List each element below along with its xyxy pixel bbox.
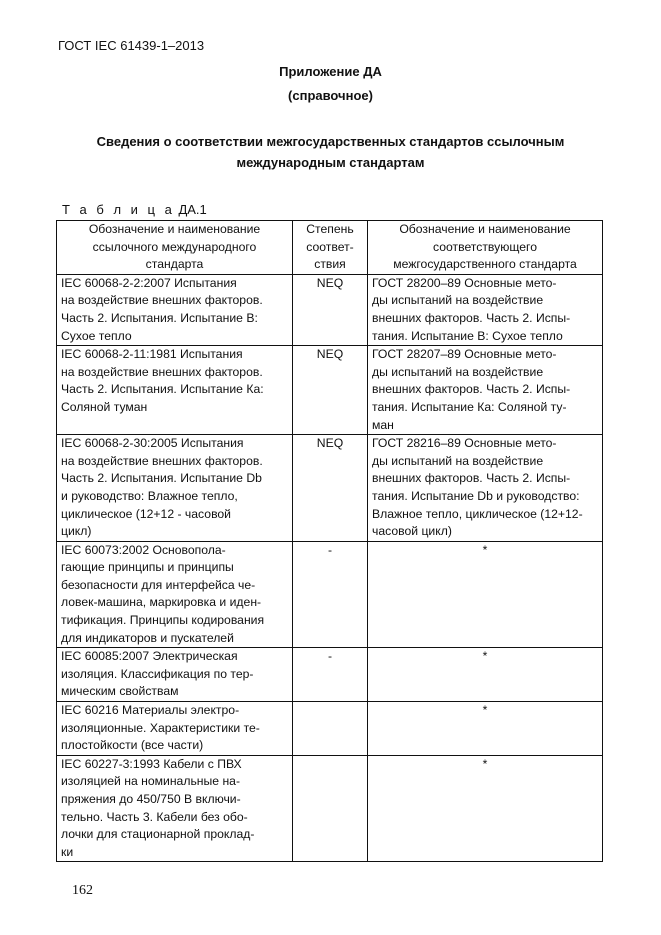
correspondence-table	[56, 220, 603, 862]
table-row	[57, 274, 603, 345]
table-label	[62, 202, 207, 217]
cell-interstate-standard: ГОСТ 28216–89 Основные мето- ды испытаний на воздействие внешних факторов. Часть 2. Испы- тания. Испытание Db и руководство: Влажное тепло, циклическое (12+12- часовой цикл)	[368, 435, 603, 542]
cell-interstate-standard: *	[368, 541, 603, 648]
cell-interstate-standard: *	[368, 648, 603, 702]
cell-international-standard: IEC 60068-2-11:1981 Испытания на воздействие внешних факторов. Часть 2. Испытания. Испытание Ка: Соляной туман	[57, 346, 293, 435]
table-row	[57, 755, 603, 862]
appendix-heading	[0, 131, 661, 173]
header-degree-of-conformity: Степень соответ- ствия	[293, 221, 368, 275]
cell-interstate-standard: *	[368, 755, 603, 862]
table-label-number: ДА.1	[178, 202, 207, 217]
table-row	[57, 435, 603, 542]
cell-international-standard: IEC 60068-2-30:2005 Испытания на воздействие внешних факторов. Часть 2. Испытания. Испытание Db и руководство: Влажное тепло, циклическое (12+12 - часовой цикл)	[57, 435, 293, 542]
cell-international-standard: IEC 60085:2007 Электрическая изоляция. Классификация по тер- мическим свойствам	[57, 648, 293, 702]
heading-line-1: Сведения о соответствии межгосударственных стандартов ссылочным	[96, 134, 565, 149]
cell-degree: -	[293, 648, 368, 702]
table-row	[57, 648, 603, 702]
cell-international-standard: IEC 60216 Материалы электро- изоляционные. Характеристики те- плостойкости (все части)	[57, 702, 293, 756]
cell-international-standard: IEC 60227-3:1993 Кабели с ПВХ изоляцией на номинальные на- пряжения до 450/750 В включи- тельно. Часть 3. Кабели без обо- лочки для стационарной проклад- ки	[57, 755, 293, 862]
cell-degree	[293, 702, 368, 756]
cell-degree: NEQ	[293, 435, 368, 542]
cell-interstate-standard: ГОСТ 28207–89 Основные мето- ды испытаний на воздействие внешних факторов. Часть 2. Испы- тания. Испытание Ка: Соляной ту- ман	[368, 346, 603, 435]
appendix-subtitle: (справочное)	[288, 88, 373, 103]
header-international-standard: Обозначение и наименование ссылочного международного стандарта	[57, 221, 293, 275]
cell-degree: NEQ	[293, 274, 368, 345]
table-label-prefix: Т а б л и ц а	[62, 202, 175, 217]
heading-line-2: международным стандартам	[236, 155, 425, 170]
cell-international-standard: IEC 60073:2002 Основопола- гающие принципы и принципы безопасности для интерфейса че- ловек-машина, маркировка и иден- тификация. Принципы кодирования для индикаторов и пускателей	[57, 541, 293, 648]
table-row	[57, 346, 603, 435]
header-interstate-standard: Обозначение и наименование соответствующего межгосударственного стандарта	[368, 221, 603, 275]
cell-interstate-standard: ГОСТ 28200–89 Основные мето- ды испытаний на воздействие внешних факторов. Часть 2. Испы- тания. Испытание B: Сухое тепло	[368, 274, 603, 345]
cell-degree	[293, 755, 368, 862]
table-row	[57, 541, 603, 648]
cell-degree: -	[293, 541, 368, 648]
document-id: ГОСТ IEC 61439-1–2013	[58, 38, 205, 53]
cell-degree: NEQ	[293, 346, 368, 435]
cell-international-standard: IEC 60068-2-2:2007 Испытания на воздействие внешних факторов. Часть 2. Испытания. Испытание B: Сухое тепло	[57, 274, 293, 345]
page-number: 162	[72, 883, 93, 898]
cell-interstate-standard: *	[368, 702, 603, 756]
appendix-title: Приложение ДА	[279, 64, 382, 79]
table-row	[57, 702, 603, 756]
table-header-row	[57, 221, 603, 275]
